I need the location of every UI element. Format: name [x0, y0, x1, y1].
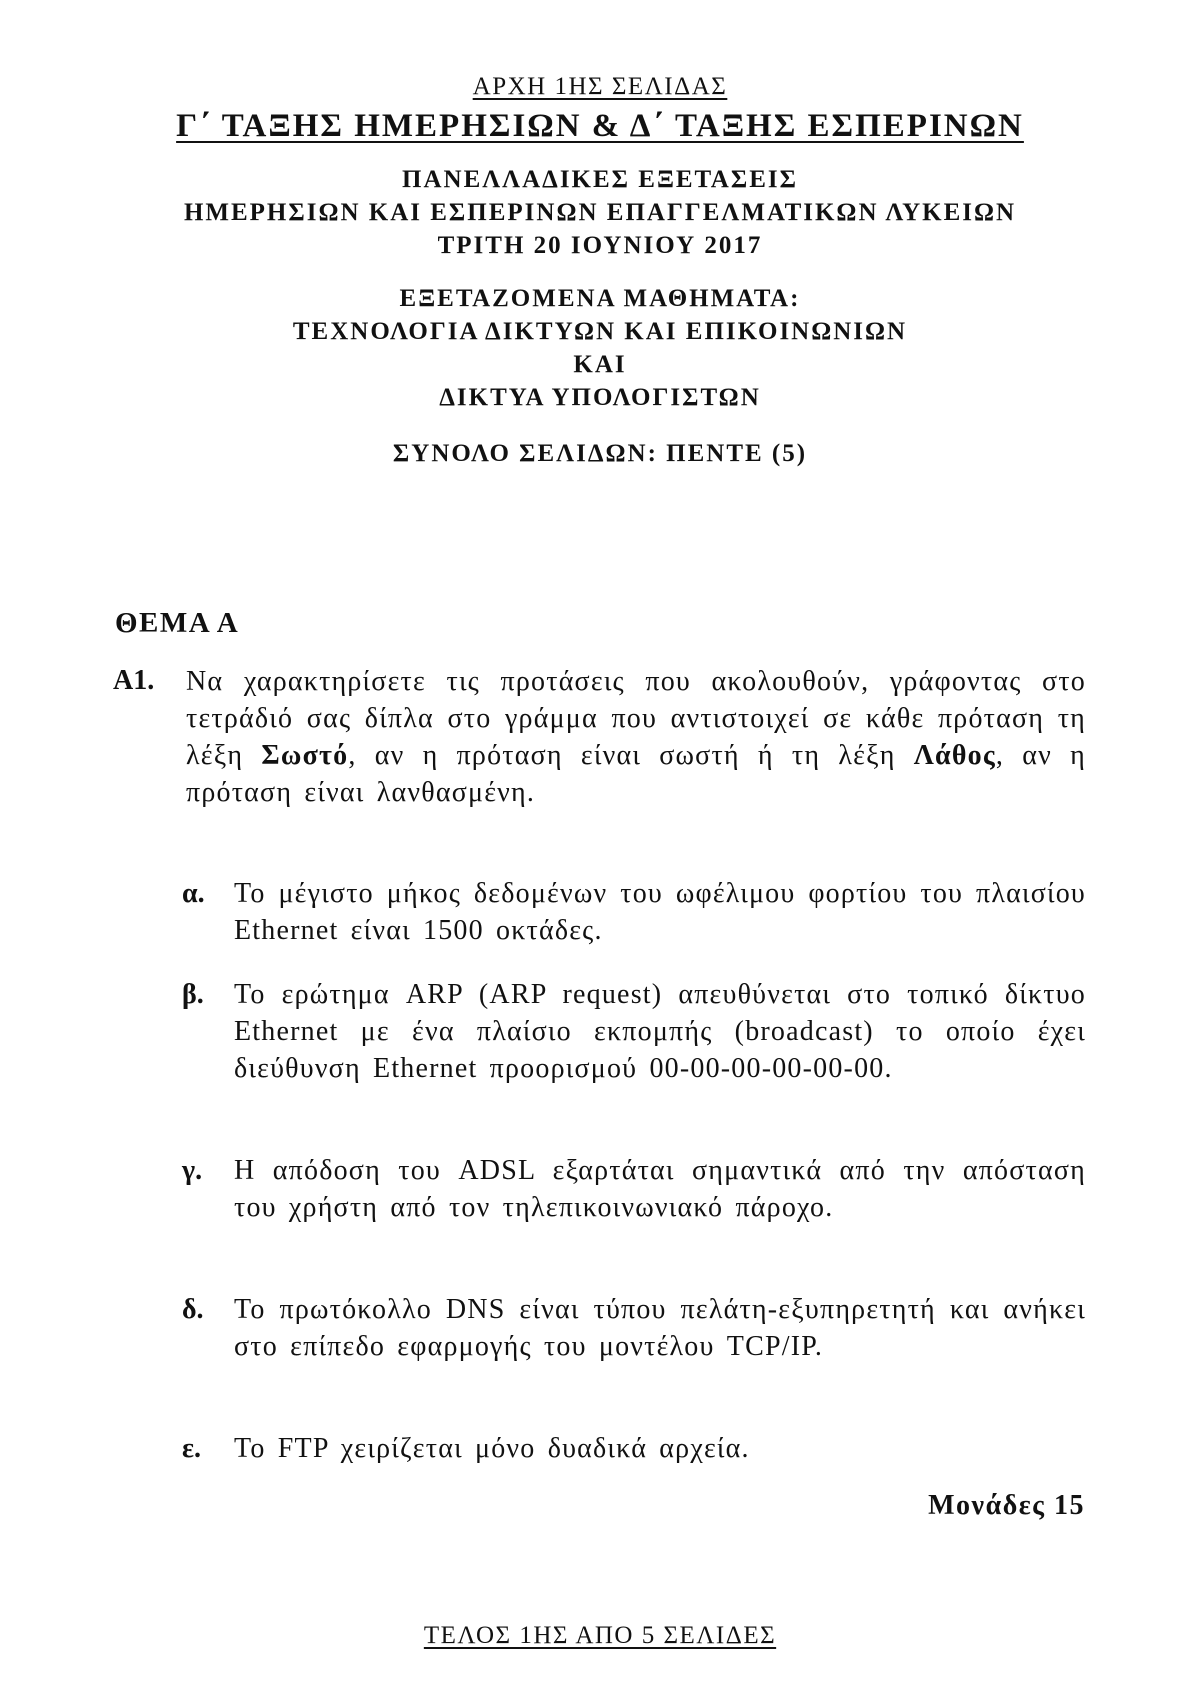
points-label: Μονάδες 15 — [928, 1490, 1085, 1521]
subjects-conjunction: ΚΑΙ — [573, 351, 627, 378]
question-number: Α1. — [113, 665, 155, 696]
theme-title: ΘΕΜΑ Α — [115, 607, 240, 639]
statement-text: Το ερώτημα ARP (ARP request) απευθύνεται στο τοπικό δίκτυο Ethernet με ένα πλαίσιο εκπομπής (broadcast) το οποίο έχει διεύθυνση Ethernet προορισμού 00-00-00-00-00-00. — [234, 979, 1086, 1084]
statement-letter: ε. — [182, 1433, 201, 1464]
statement-text: Το FTP χειρίζεται μόνο δυαδικά αρχεία. — [234, 1433, 750, 1464]
question-text-part3: , αν η πρόταση είναι λανθασμένη. — [186, 740, 1086, 808]
statement-text: Η απόδοση του ADSL εξαρτάται σημαντικά από την απόσταση του χρήστη από τον τηλεπικοινωνιακό πάροχο. — [234, 1155, 1086, 1223]
subject-2: ΔΙΚΤΥΑ ΥΠΟΛΟΓΙΣΤΩΝ — [439, 384, 761, 411]
question-text — [186, 663, 1086, 811]
correct-word: Σωστό — [261, 740, 349, 771]
subject-1: ΤΕΧΝΟΛΟΓΙΑ ΔΙΚΤΥΩΝ ΚΑΙ ΕΠΙΚΟΙΝΩΝΙΩΝ — [292, 318, 908, 345]
statement-text: Το πρωτόκολλο DNS είναι τύπου πελάτη-εξυπηρετητή και ανήκει στο επίπεδο εφαρμογής του μοντέλου TCP/IP. — [234, 1294, 1086, 1362]
subjects-block — [0, 282, 1200, 414]
page-header-marker: ΑΡΧΗ 1ΗΣ ΣΕΛΙΔΑΣ — [472, 73, 728, 100]
total-pages: ΣΥΝΟΛΟ ΣΕΛΙΔΩΝ: ΠΕΝΤΕ (5) — [392, 440, 808, 467]
statement-letter: δ. — [182, 1294, 204, 1325]
class-line-title: Γ΄ ΤΑΞΗΣ ΗΜΕΡΗΣΙΩΝ & Δ΄ ΤΑΞΗΣ ΕΣΠΕΡΙΝΩΝ — [176, 108, 1024, 144]
exam-schools: ΗΜΕΡΗΣΙΩΝ ΚΑΙ ΕΣΠΕΡΙΝΩΝ ΕΠΑΓΓΕΛΜΑΤΙΚΩΝ ΛΥΚΕΙΩΝ — [183, 199, 1017, 226]
subjects-heading: ΕΞΕΤΑΖΟΜΕΝΑ ΜΑΘΗΜΑΤΑ: — [399, 285, 801, 312]
statement-letter: α. — [182, 878, 205, 909]
statement-letter: γ. — [182, 1155, 203, 1186]
exam-date: ΤΡΙΤΗ 20 ΙΟΥΝΙΟΥ 2017 — [437, 232, 763, 259]
statement-letter: β. — [182, 979, 204, 1010]
statement-text: Το μέγιστο μήκος δεδομένων του ωφέλιμου φορτίου του πλαισίου Ethernet είναι 1500 οκτάδες. — [234, 878, 1086, 946]
question-text-part2: , αν η πρόταση είναι σωστή ή τη λέξη — [348, 740, 914, 771]
wrong-word: Λάθος — [913, 740, 996, 771]
question-text-part1: Να χαρακτηρίσετε τις προτάσεις που ακολουθούν, γράφοντας στο τετράδιό σας δίπλα στο γράμμα που αντιστοιχεί σε κάθε πρόταση τη λέξη — [186, 666, 1086, 771]
exam-info-block — [0, 163, 1200, 262]
exam-title: ΠΑΝΕΛΛΑΔΙΚΕΣ ΕΞΕΤΑΣΕΙΣ — [402, 166, 798, 193]
page-footer-marker: ΤΕΛΟΣ 1ΗΣ ΑΠΟ 5 ΣΕΛΙΔΕΣ — [423, 1622, 777, 1649]
